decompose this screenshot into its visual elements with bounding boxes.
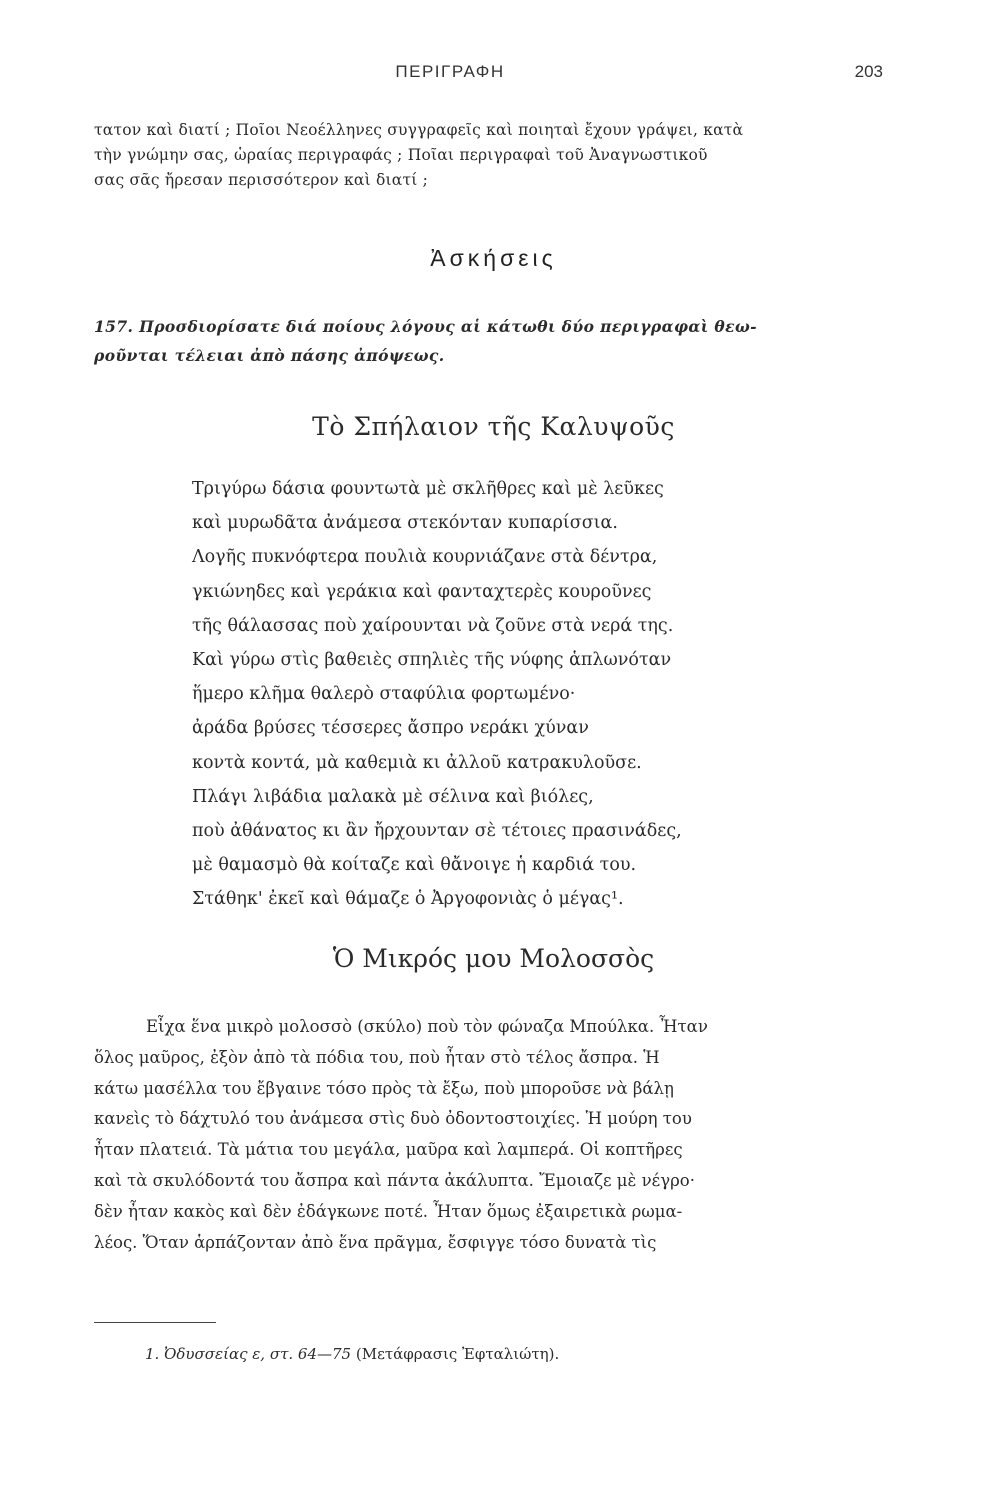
story-line: λέος. Ὅταν ἁρπάζονταν ἀπὸ ἕνα πρᾶγμα, ἔσφιγγε τόσο δυνατὰ τὶς (94, 1232, 657, 1252)
poem-title (0, 412, 987, 441)
footnote-marker: 1. (145, 1345, 160, 1363)
exercise-157 (94, 312, 894, 370)
poem-line: Πλάγι λιβάδια μαλακὰ μὲ σέλινα καὶ βιόλες, (192, 786, 594, 807)
poem-line: ἀράδα βρύσες τέσσερες ἄσπρο νεράκι χύναν (192, 718, 589, 739)
intro-paragraph (94, 118, 894, 193)
footnote-source: Ὀδυσσείας ε, στ. 64—75 (164, 1345, 352, 1363)
running-title: ΠΕΡΙΓΡΑΦΗ (395, 62, 505, 81)
intro-line: τατον καὶ διατί ; Ποῖοι Νεοέλληνες συγγραφεῖς καὶ ποιηταὶ ἔχουν γράψει, κατὰ (94, 121, 744, 139)
section-heading-text: Ἀσκήσεις (430, 245, 557, 271)
poem-line: Τριγύρω δάσια φουντωτὰ μὲ σκλῆθρες καὶ μὲ λεῦκες (192, 479, 664, 499)
poem-line: γκιώνηδες καὶ γεράκια καὶ φανταχτερὲς κουροῦνες (192, 581, 652, 602)
section-heading (0, 245, 987, 272)
poem-line: ποὺ ἀθάνατος κι ἂν ἤρχουνταν σὲ τέτοιες πρασινάδες, (192, 821, 682, 842)
poem-line: τῆς θάλασσας ποὺ χαίρουνται νὰ ζοῦνε στὰ νερά της. (192, 615, 674, 636)
exercise-line: ροῦνται τέλειαι ἀπὸ πάσης ἀπόψεως. (94, 346, 445, 365)
page-number: 203 (854, 62, 883, 81)
intro-line: σας σᾶς ἤρεσαν περισσότερον καὶ διατί ; (94, 171, 429, 189)
poem-line: ἥμερο κλῆμα θαλερὸ σταφύλια φορτωμένο· (192, 684, 576, 705)
exercise-line: 157. Προσδιορίσατε διά ποίους λόγους αἱ κάτωθι δύο περιγραφαὶ θεω- (94, 317, 757, 336)
poem (192, 472, 832, 917)
poem-line: μὲ θαμασμὸ θὰ κοίταζε καὶ θἄνοιγε ἡ καρδιά του. (192, 855, 637, 876)
story-line: δὲν ἦταν κακὸς καὶ δὲν ἐδάγκωνε ποτέ. Ἦταν ὅμως ἐξαιρετικὰ ρωμα- (94, 1201, 683, 1221)
footnote-divider (94, 1322, 216, 1323)
poem-line: Στάθηκ' ἐκεῖ καὶ θάμαζε ὁ Ἀργοφονιὰς ὁ μέγας¹. (192, 889, 624, 910)
story-line: κάτω μασέλλα του ἔβγαινε τόσο πρὸς τὰ ἔξω, ποὺ μποροῦσε νὰ βάλῃ (94, 1078, 674, 1098)
story-line: Εἶχα ἕνα μικρὸ μολοσσὸ (σκύλο) ποὺ τὸν φώναζα Μπούλκα. Ἦταν (146, 1017, 708, 1036)
story-line: ἦταν πλατειά. Τὰ μάτια του μεγάλα, μαῦρα καὶ λαμπερά. Οἱ κοπτῆρες (94, 1140, 683, 1160)
running-head (0, 62, 987, 86)
poem-line: κοντὰ κοντά, μὰ καθεμιὰ κι ἀλλοῦ κατρακυλοῦσε. (192, 752, 642, 773)
story-title-text: Ὁ Μικρός μου Μολοσσὸς (332, 944, 655, 973)
story-paragraph (94, 1012, 894, 1258)
poem-title-text: Τὸ Σπήλαιον τῆς Καλυψοῦς (312, 412, 675, 441)
footnote (145, 1345, 559, 1363)
intro-line: τὴν γνώμην σας, ὡραίας περιγραφάς ; Ποῖαι περιγραφαὶ τοῦ Ἀναγνωστικοῦ (94, 146, 708, 164)
poem-line: Λογῆς πυκνόφτερα πουλιὰ κουρνιάζανε στὰ δέντρα, (192, 547, 658, 568)
footnote-credit: (Μετάφρασις Ἐφταλιώτη). (355, 1345, 560, 1363)
poem-line: καὶ μυρωδᾶτα ἀνάμεσα στεκόνταν κυπαρίσσια. (192, 513, 618, 534)
story-line: καὶ τὰ σκυλόδοντά του ἄσπρα καὶ πάντα ἀκάλυπτα. Ἔμοιαζε μὲ νέγρο· (94, 1170, 695, 1190)
story-line: ὅλος μαῦρος, ἐξὸν ἀπὸ τὰ πόδια του, ποὺ ἦταν στὸ τέλος ἄσπρα. Ἡ (94, 1047, 660, 1067)
story-line: κανεὶς τὸ δάχτυλό του ἀνάμεσα στὶς δυὸ ὀδοντοστοιχίες. Ἡ μούρη του (94, 1109, 692, 1129)
poem-line: Καὶ γύρω στὶς βαθειὲς σπηλιὲς τῆς νύφης ἁπλωνόταν (192, 650, 672, 671)
story-title (0, 944, 987, 973)
